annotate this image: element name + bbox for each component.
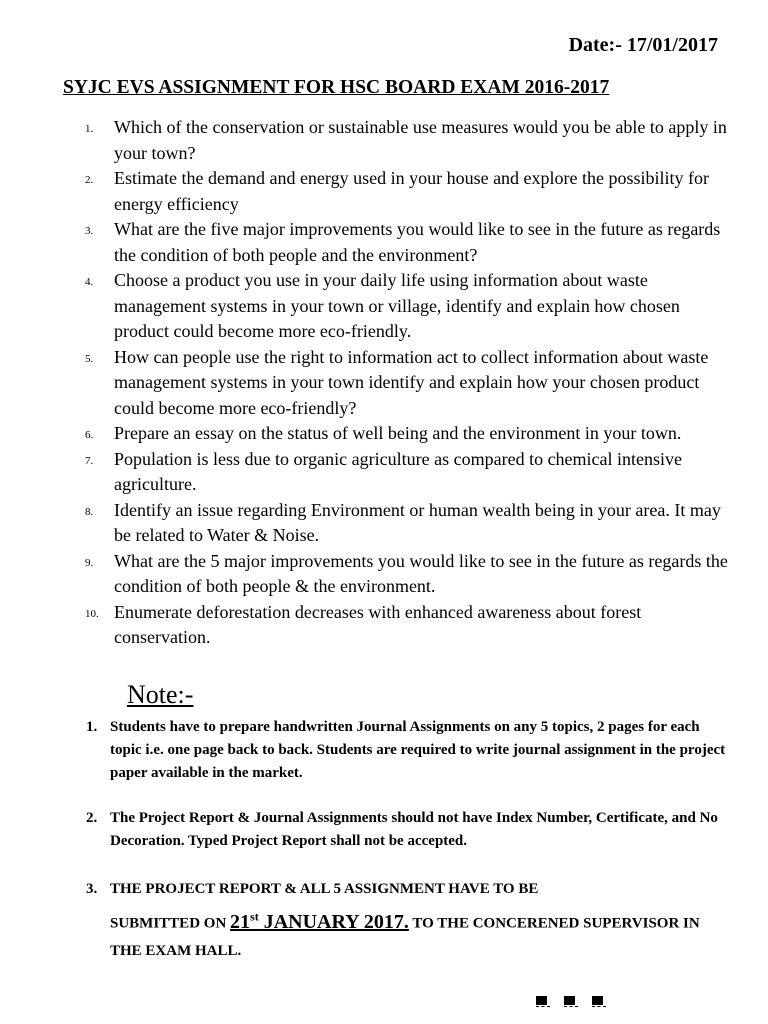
- question-item: [85, 447, 735, 498]
- question-number: 2.: [85, 174, 94, 186]
- question-item: [85, 268, 735, 345]
- question-text: How can people use the right to information act to collect information about waste management systems in your town identify and explain how your chosen product could become more eco-friendly?: [114, 346, 709, 418]
- question-number: 6.: [85, 429, 94, 441]
- question-number: 9.: [85, 556, 94, 569]
- question-number: 7.: [85, 454, 94, 467]
- page-title: SYJC EVS ASSIGNMENT FOR HSC BOARD EXAM 2016-2017: [63, 77, 610, 98]
- square-mark-icon: [592, 996, 606, 1009]
- note-item: [86, 716, 726, 785]
- footer-marks: [536, 996, 606, 1009]
- note-text-line1: THE PROJECT REPORT & ALL 5 ASSIGNMENT HAVE TO BE: [110, 881, 539, 897]
- note-number: 1.: [86, 719, 98, 735]
- question-number: 8.: [85, 505, 94, 518]
- note-item: [86, 807, 726, 853]
- question-item: [85, 549, 735, 600]
- question-item: [85, 421, 735, 447]
- question-item: [85, 345, 735, 422]
- question-text: Enumerate deforestation decreases with enhanced awareness about forest conservation.: [114, 601, 642, 647]
- question-number: 10.: [85, 607, 99, 620]
- deadline-day-suffix: st: [250, 909, 259, 923]
- note-item: [86, 876, 726, 965]
- question-text: Estimate the demand and energy used in your house and explore the possibility for energy efficiency: [114, 168, 710, 214]
- question-text: What are the 5 major improvements you would like to see in the future as regards the condition of both people & the environment.: [114, 550, 728, 596]
- square-mark-icon: [564, 996, 578, 1009]
- question-text: Which of the conservation or sustainable use measures would you be able to apply in your town?: [114, 117, 727, 163]
- question-text: Population is less due to organic agriculture as compared to chemical intensive agriculture.: [114, 448, 683, 494]
- question-list: [85, 115, 735, 651]
- question-text: Prepare an essay on the status of well being and the environment in your town.: [114, 423, 682, 443]
- question-number: 3.: [85, 225, 94, 237]
- note-text-submitted: SUBMITTED ON: [110, 915, 231, 932]
- question-item: [85, 217, 735, 268]
- question-number: 1.: [85, 123, 94, 135]
- deadline-date: [230, 911, 409, 933]
- question-item: [85, 600, 735, 651]
- question-item: [85, 166, 735, 217]
- question-text: Identify an issue regarding Environment or human wealth being in your area. It may be related to Water & Noise.: [114, 499, 721, 545]
- question-text: What are the five major improvements you would like to see in the future as regards the condition of both people and the environment?: [114, 219, 721, 265]
- note-text: Students have to prepare handwritten Journal Assignments on any 5 topics, 2 pages for each topic i.e. one page back to back. Students are required to write journal assignment in the project paper available in the market.: [110, 719, 726, 781]
- note-heading: Note:-: [127, 680, 194, 709]
- note-text: The Project Report & Journal Assignments should not have Index Number, Certificate, and No Decoration. Typed Project Report shall not be accepted.: [110, 810, 718, 849]
- note-number: 3.: [86, 881, 98, 897]
- question-text: Choose a product you use in your daily life using information about waste management systems in your town or village, identify and explain how chosen product could become more eco-friendly.: [114, 270, 680, 341]
- date-label: Date:- 17/01/2017: [568, 34, 718, 56]
- question-number: 5.: [85, 352, 94, 365]
- question-item: [85, 115, 735, 166]
- note-number: 2.: [86, 810, 98, 826]
- deadline-month-year: JANUARY 2017.: [258, 910, 409, 933]
- question-item: [85, 498, 735, 549]
- note-text-rest: TO THE CONCERENED SUPERVISOR IN THE EXAM HALL.: [110, 915, 700, 959]
- note-list: [86, 716, 726, 965]
- question-number: 4.: [85, 276, 94, 288]
- deadline-day: 21: [230, 910, 251, 933]
- square-mark-icon: [536, 996, 550, 1009]
